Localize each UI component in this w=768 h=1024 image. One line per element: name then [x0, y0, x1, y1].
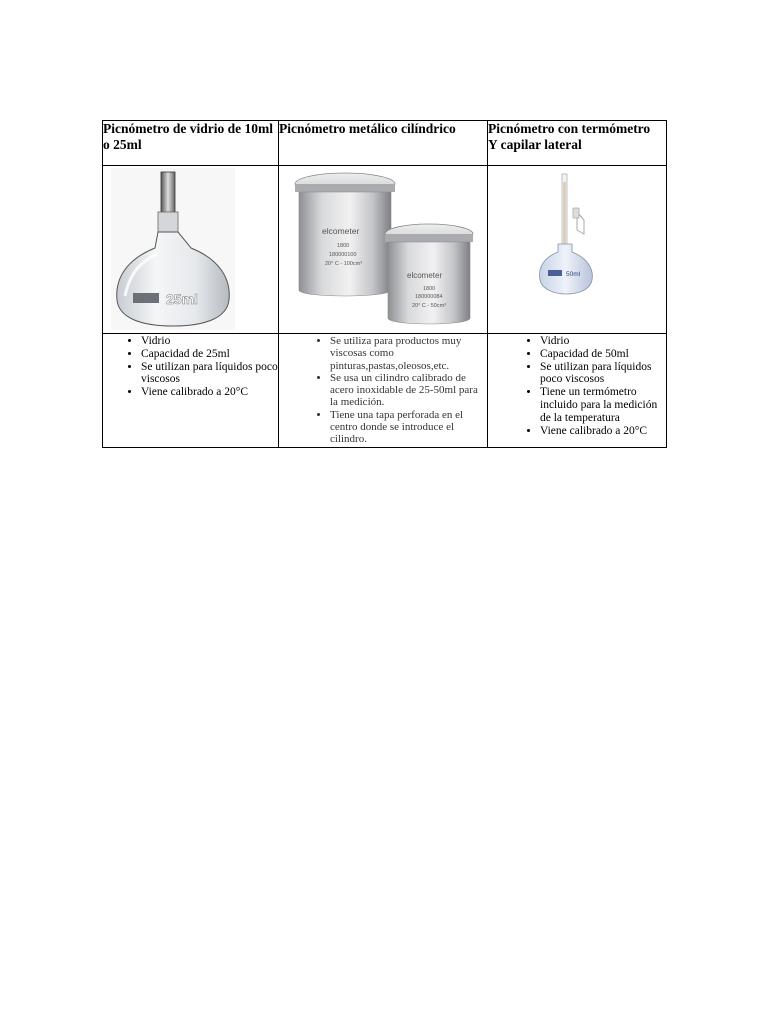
can2-spec: 20° C - 50cm³ — [412, 303, 446, 309]
list-item: • Capacidad de 25ml — [141, 348, 278, 361]
can2-serial: 180000084 — [415, 294, 443, 300]
metal-description-cell — [279, 334, 488, 448]
metal-feature-list — [279, 334, 487, 446]
list-item: • Se utilizan para líquidos poco viscosos — [141, 361, 278, 387]
list-item: • Vidrio — [540, 335, 666, 348]
list-item: • Se usa un cilindro calibrado de acero inoxidable de 25-50ml para la medición. — [330, 372, 487, 409]
header-text: Picnómetro con termómetro — [488, 121, 651, 136]
thermo-feature-list — [488, 334, 666, 437]
image-row — [103, 166, 667, 334]
header-text: Picnómetro metálico cilíndrico — [279, 121, 456, 136]
glass-pycnometer-image-cell — [103, 166, 279, 334]
can2-model: 1800 — [423, 286, 436, 292]
glass-feature-list — [103, 334, 278, 399]
list-item: • Tiene una tapa perforada en el centro donde se introduce el cilindro. — [330, 409, 487, 446]
list-item: • Se utilizan para líquidos poco viscosos — [540, 361, 666, 387]
list-item: • Viene calibrado a 20°C — [141, 386, 278, 399]
brand-logo-text: elcometer — [322, 226, 360, 236]
glass-description-cell — [103, 334, 279, 448]
description-row — [103, 334, 667, 448]
list-item: • Viene calibrado a 20°C — [540, 425, 666, 438]
thermo-description-cell — [488, 334, 667, 448]
header-thermo-pycnometer — [488, 121, 667, 166]
glass-volume-label: 25ml — [166, 291, 198, 307]
brand-logo-text-2: elcometer — [407, 271, 443, 280]
header-row — [103, 121, 667, 166]
metal-pycnometer-image — [285, 170, 483, 328]
list-item: • Capacidad de 50ml — [540, 348, 666, 361]
list-item: • Se utiliza para productos muy viscosas como pinturas,pastas,oleosos,etc. — [330, 335, 487, 372]
can1-model: 1800 — [337, 243, 350, 249]
pycnometer-table — [102, 120, 667, 448]
list-item: • Vidrio — [141, 335, 278, 348]
thermo-pycnometer-image — [536, 172, 620, 296]
header-text: Picnómetro de vidrio de 10ml o 25ml — [103, 121, 273, 152]
header-text-line2: Y capilar lateral — [488, 136, 582, 152]
metal-pycnometer-image-cell — [279, 166, 488, 334]
can1-spec: 20° C - 100cm³ — [325, 261, 363, 267]
header-metal-pycnometer — [279, 121, 488, 166]
glass-pycnometer-image — [111, 168, 235, 330]
header-glass-pycnometer — [103, 121, 279, 166]
thermo-volume-label: 50ml — [566, 271, 581, 278]
can1-serial: 180000100 — [329, 252, 357, 258]
thermo-pycnometer-image-cell — [488, 166, 667, 334]
list-item: • Tiene un termómetro incluido para la medición de la temperatura — [540, 386, 666, 424]
